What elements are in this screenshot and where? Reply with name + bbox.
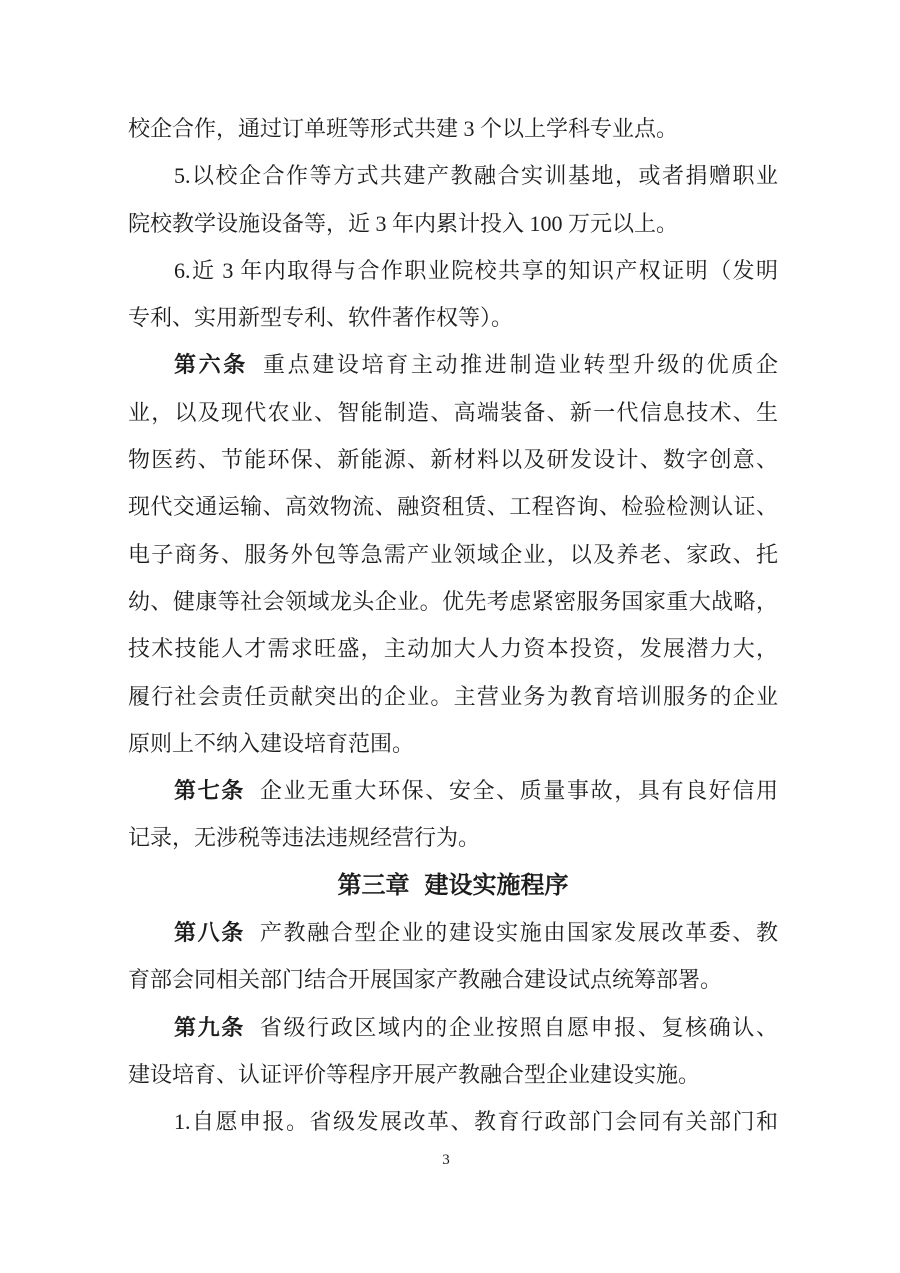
document-line: 电子商务、服务外包等急需产业领域企业，以及养老、家政、托 (128, 541, 778, 567)
document-line: 育部会同相关部门结合开展国家产教融合建设试点统筹部署。 (128, 967, 723, 993)
article-number-label: 第九条 (174, 1014, 245, 1040)
document-line: 院校教学设施设备等，近 3 年内累计投入 100 万元以上。 (128, 210, 679, 236)
document-line: 幼、健康等社会领域龙头企业。优先考虑紧密服务国家重大战略， (128, 588, 778, 614)
document-line: 5.以校企合作等方式共建产教融合实训基地，或者捐赠职业 (174, 163, 778, 189)
document-line: 现代交通运输、高效物流、融资租赁、工程咨询、检验检测认证、 (128, 494, 778, 520)
document-line: 校企合作，通过订单班等形式共建 3 个以上学科专业点。 (128, 116, 679, 141)
line-text: 省级行政区域内的企业按照自愿申报、复核确认、 (259, 1014, 778, 1040)
article-number-label: 第八条 (174, 920, 245, 946)
line-text: 产教融合型企业的建设实施由国家发展改革委、教 (259, 920, 778, 946)
document-line: 履行社会责任贡献突出的企业。主营业务为教育培训服务的企业 (128, 683, 778, 709)
chapter-heading (128, 862, 778, 909)
chapter-title-text: 建设实施程序 (424, 871, 569, 899)
document-line: 建设培育、认证评价等程序开展产教融合型企业建设实施。 (128, 1061, 701, 1087)
document-line: 专利、实用新型专利、软件著作权等）。 (128, 305, 514, 331)
page-number: 3 (442, 1152, 450, 1168)
document-line: 业，以及现代农业、智能制造、高端装备、新一代信息技术、生 (128, 399, 778, 425)
document-line: 物医药、节能环保、新能源、新材料以及研发设计、数字创意、 (128, 447, 778, 473)
article-number-label: 第七条 (174, 778, 245, 804)
document-line: 技术技能人才需求旺盛，主动加大人力资本投资，发展潜力大， (128, 636, 778, 662)
document-line: 记录，无涉税等违法违规经营行为。 (128, 825, 481, 851)
document-line (128, 767, 778, 814)
document-line (128, 909, 778, 956)
document-line: 原则上不纳入建设培育范围。 (128, 730, 415, 756)
document-line (128, 1004, 778, 1051)
document-body (128, 105, 778, 1146)
chapter-number-label: 第三章 (337, 871, 410, 899)
line-text: 企业无重大环保、安全、质量事故，具有良好信用 (259, 778, 778, 804)
document-line (128, 341, 778, 388)
article-number-label: 第六条 (174, 352, 248, 378)
document-line: 1.自愿申报。省级发展改革、教育行政部门会同有关部门和 (174, 1109, 778, 1135)
line-text: 重点建设培育主动推进制造业转型升级的优质企 (262, 352, 778, 378)
document-line: 6.近 3 年内取得与合作职业院校共享的知识产权证明（发明 (174, 257, 778, 283)
